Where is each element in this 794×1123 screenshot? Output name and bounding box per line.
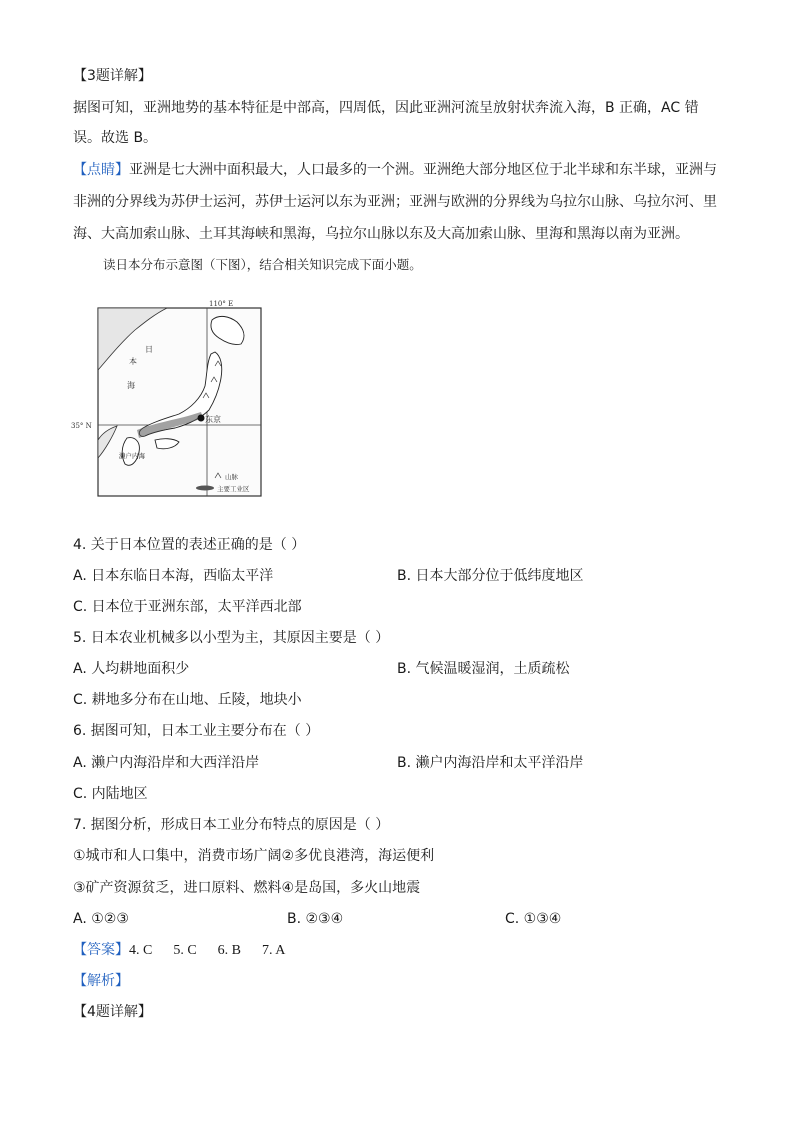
q7-reason-line1: ①城市和人口集中，消费市场广阔②多优良港湾，海运便利: [73, 848, 435, 864]
inland-sea-label: 濑户内海: [119, 452, 145, 460]
q3-body-line2: 误。故选 B。: [73, 130, 158, 146]
q4-option-c[interactable]: C. 日本位于亚洲东部，太平洋西北部: [73, 599, 302, 615]
q4-option-b[interactable]: B. 日本大部分位于低纬度地区: [397, 568, 584, 584]
q7-option-a[interactable]: A. ①②③: [73, 911, 129, 927]
answer-label: 【答案】: [73, 942, 129, 958]
japan-map: [71, 300, 263, 498]
q7-stem: 7. 据图分析，形成日本工业分布特点的原因是（ ）: [73, 817, 390, 833]
q5-option-a[interactable]: A. 人均耕地面积少: [73, 661, 190, 677]
sea-label-2: 本: [129, 357, 137, 366]
q6-option-a[interactable]: A. 濑户内海沿岸和大西洋沿岸: [73, 755, 260, 771]
q7-option-c[interactable]: C. ①③④: [505, 911, 562, 927]
legend-mountain-label: 山脉: [225, 473, 238, 481]
sea-label-1: 日: [145, 345, 153, 354]
note-label: 【点睛】: [73, 162, 129, 178]
analysis-label: 【解析】: [73, 973, 129, 989]
note-line3: 海、大高加索山脉、土耳其海峡和黑海，乌拉尔山脉以东及大高加索山脉、里海和黑海以南为亚洲。: [73, 226, 689, 242]
q5-option-b[interactable]: B. 气候温暖湿润，土质疏松: [397, 661, 570, 677]
lon-label: 110° E: [209, 300, 234, 308]
lat-label: 35° N: [71, 422, 92, 430]
instruction: 读日本分布示意图（下图），结合相关知识完成下面小题。: [103, 257, 422, 272]
answer-values: 4. C 5. C 6. B 7. A: [129, 943, 286, 958]
q6-option-c[interactable]: C. 内陆地区: [73, 786, 148, 802]
q6-stem: 6. 据图可知，日本工业主要分布在（ ）: [73, 723, 320, 739]
q5-stem: 5. 日本农业机械多以小型为主，其原因主要是（ ）: [73, 630, 390, 646]
q7-option-b[interactable]: B. ②③④: [287, 911, 344, 927]
q4-stem: 4. 关于日本位置的表述正确的是（ ）: [73, 537, 306, 553]
q3-body-line1: 据图可知，亚洲地势的基本特征是中部高，四周低，因此亚洲河流呈放射状奔流入海，B 正确，AC 错: [73, 100, 699, 116]
tokyo-marker: [198, 415, 205, 422]
q4-detail-header: 【4题详解】: [73, 1004, 152, 1020]
legend-industry-icon: [196, 486, 214, 491]
q6-option-b[interactable]: B. 濑户内海沿岸和太平洋沿岸: [397, 755, 584, 771]
q5-option-c[interactable]: C. 耕地多分布在山地、丘陵，地块小: [73, 692, 302, 708]
sea-label-3: 海: [127, 381, 135, 390]
answer-line: [73, 940, 285, 961]
legend-industry-label: 主要工业区: [217, 485, 250, 493]
tokyo-label: 东京: [205, 415, 221, 424]
q7-reason-line2: ③矿产资源贫乏，进口原料、燃料④是岛国，多火山地震: [73, 880, 421, 896]
note-text1: 亚洲是七大洲中面积最大，人口最多的一个洲。亚洲绝大部分地区位于北半球和东半球，亚洲与: [129, 162, 717, 178]
note-line2: 非洲的分界线为苏伊士运河，苏伊士运河以东为亚洲；亚洲与欧洲的分界线为乌拉尔山脉、乌拉尔河、里: [73, 194, 717, 210]
q3-header: 【3题详解】: [73, 68, 152, 84]
q4-option-a[interactable]: A. 日本东临日本海，西临太平洋: [73, 568, 274, 584]
note-line1: [73, 160, 717, 180]
